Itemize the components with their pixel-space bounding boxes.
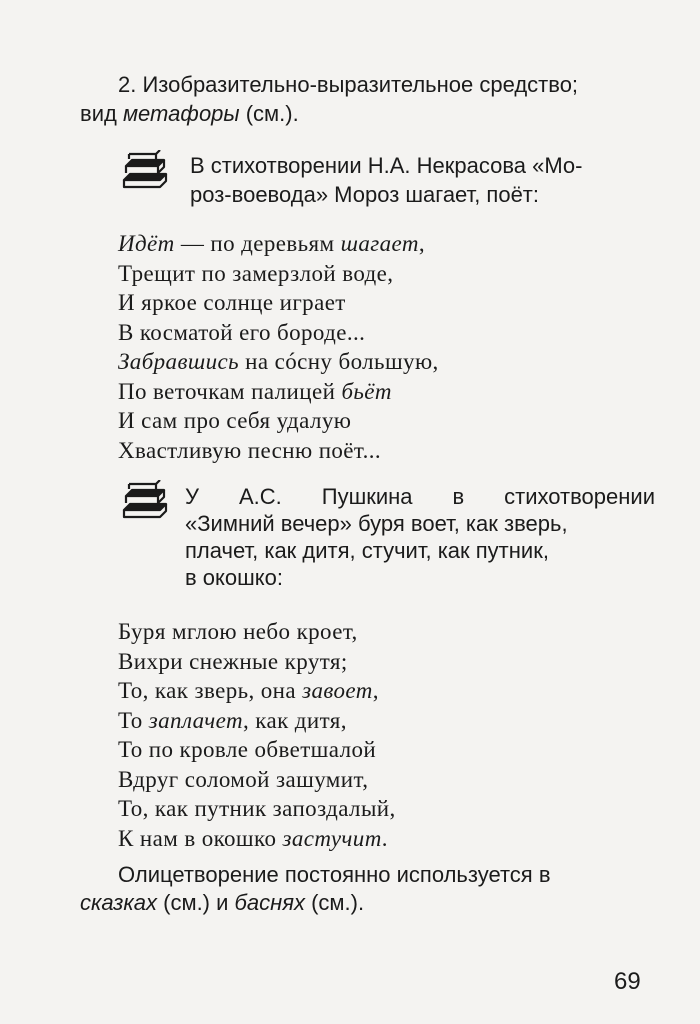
- verse-text: — по деревьям: [174, 231, 341, 256]
- pushkin-poem-line: [118, 619, 358, 645]
- fables-term: баснях: [234, 890, 305, 915]
- verse-text: ,: [372, 678, 379, 703]
- pushkin-poem-line: [118, 767, 368, 793]
- nekrasov-poem-line: [118, 320, 365, 346]
- section2-line2: [80, 101, 299, 127]
- verse-text: То: [118, 707, 149, 733]
- conclusion-line2: [80, 890, 364, 916]
- note1-line2: роз-воевода» Мороз шагает, поёт:: [190, 182, 539, 207]
- nekrasov-poem-line: [118, 408, 351, 434]
- verse-text: Хвастливую песню поёт...: [118, 437, 382, 463]
- verse-text: То, как путник запоздалый,: [118, 796, 396, 821]
- highlighted-word: Идёт: [118, 231, 175, 256]
- note2-line2: «Зимний вечер» буря воет, как зверь,: [185, 511, 568, 536]
- verse-text: И яркое солнце играет: [118, 290, 346, 315]
- fairy-tales-term: сказках: [80, 890, 157, 915]
- verse-text: По веточкам палицей: [118, 378, 342, 404]
- nekrasov-poem-line: [118, 261, 393, 287]
- verse-text: ,: [418, 231, 426, 256]
- verse-text: То, как зверь, она: [118, 678, 303, 703]
- note2-word: стихотворении: [504, 484, 655, 509]
- metaphor-term: метафоры: [122, 101, 240, 126]
- pushkin-poem-line: [118, 708, 347, 734]
- nekrasov-poem-line: [118, 290, 346, 316]
- section2-line2-suffix: (см.).: [239, 101, 299, 126]
- pushkin-poem-line: [118, 649, 348, 675]
- highlighted-word: бьёт: [341, 378, 392, 404]
- conclusion-mid: (см.) и: [157, 890, 235, 915]
- verse-text: Трещит по замерзлой воде,: [118, 260, 394, 286]
- highlighted-word: заплачет: [148, 707, 243, 733]
- verse-text: на сóсну большую,: [238, 349, 439, 374]
- nekrasov-poem-line: [118, 231, 425, 257]
- note2-word: Пушкина: [321, 484, 413, 509]
- section2-line2-prefix: вид: [80, 101, 123, 126]
- note2-word: в: [452, 484, 465, 509]
- highlighted-word: Забравшись: [118, 349, 239, 374]
- note2-line4: в окошко:: [185, 565, 284, 590]
- section2-line1: 2. Изобразительно-выразительное средство;: [118, 72, 579, 97]
- verse-text: Вдруг соломой зашумит,: [118, 766, 369, 792]
- note2-line3: плачет, как дитя, стучит, как путник,: [185, 538, 549, 563]
- pushkin-poem-line: [118, 796, 396, 822]
- nekrasov-poem-line: [118, 379, 392, 405]
- highlighted-word: завоет: [302, 678, 373, 703]
- books-icon: [120, 150, 170, 192]
- verse-text: Буря мглою небо кроет,: [118, 619, 358, 644]
- nekrasov-poem-line: [118, 349, 439, 375]
- conclusion-suffix: (см.).: [304, 890, 365, 915]
- pushkin-poem-line: [118, 737, 376, 763]
- highlighted-word: застучит: [282, 825, 382, 851]
- verse-text: Вихри снежные крутя;: [118, 648, 348, 674]
- verse-text: .: [381, 825, 388, 851]
- verse-text: , как дитя,: [242, 707, 347, 733]
- verse-text: В косматой его бороде...: [118, 319, 366, 345]
- pushkin-poem-line: [118, 678, 379, 704]
- pushkin-poem-line: [118, 826, 388, 852]
- note2-word: У: [185, 484, 199, 509]
- page-number: 69: [614, 968, 641, 995]
- verse-text: То по кровле обветшалой: [118, 737, 377, 762]
- note2-word: А.С.: [238, 484, 282, 509]
- nekrasov-poem-line: [118, 438, 381, 464]
- highlighted-word: шагает: [340, 231, 419, 256]
- note1-line1: В стихотворении Н.А. Некрасова «Мо-: [190, 153, 583, 178]
- verse-text: И сам про себя удалую: [118, 408, 352, 433]
- note2-line1: [185, 484, 655, 510]
- conclusion-line1: Олицетворение постоянно используется в: [118, 862, 551, 887]
- books-icon: [120, 480, 170, 522]
- verse-text: К нам в окошко: [118, 825, 283, 851]
